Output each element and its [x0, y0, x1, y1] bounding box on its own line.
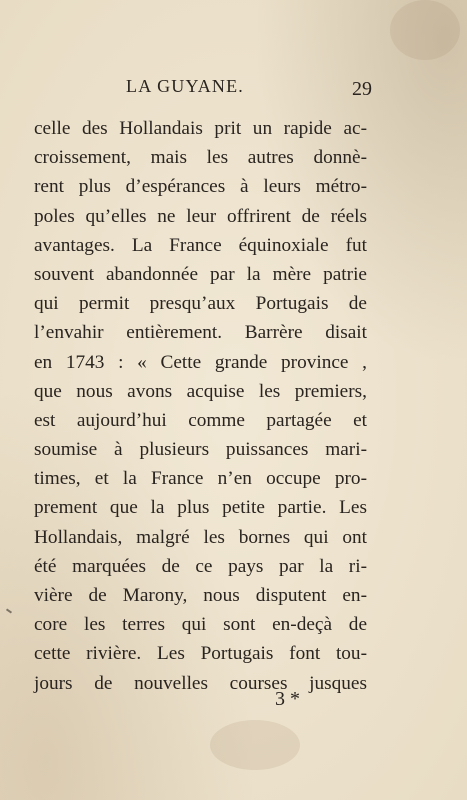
text-line: poles qu’elles ne leur offrirent de réels — [34, 205, 367, 227]
text-line: croissement, mais les autres donnè- — [34, 147, 367, 169]
running-title: LA GUYANE. — [126, 76, 244, 96]
paper-stain — [390, 0, 460, 60]
text-line: été marquées de ce pays par la ri- — [34, 555, 367, 577]
text-line: celle des Hollandais prit un rapide ac- — [34, 118, 367, 139]
page-header — [126, 76, 372, 102]
text-line: soumise à plusieurs puissances mari- — [34, 439, 367, 461]
text-line: en 1743 : « Cette grande province , — [34, 351, 367, 373]
text-line: qui permit presqu’aux Portugais de — [34, 293, 367, 315]
text-line: vière de Marony, nous disputent en- — [34, 585, 367, 606]
body-text — [34, 114, 367, 698]
text-line: avantages. La France équinoxiale fut — [34, 234, 367, 256]
text-line: cette rivière. Les Portugais font tou- — [34, 643, 367, 665]
text-line: souvent abandonnée par la mère patrie — [34, 263, 367, 285]
text-line: rent plus d’espérances à leurs métro- — [34, 176, 367, 198]
text-line: times, et la France n’en occupe pro- — [34, 468, 367, 490]
page-number: 29 — [352, 78, 372, 100]
margin-mark — [6, 608, 12, 613]
text-line: core les terres qui sont en-deçà de — [34, 614, 367, 636]
text-line: est aujourd’hui comme partagée et — [34, 409, 367, 431]
paper-stain — [210, 720, 300, 770]
signature-mark: 3 * — [275, 688, 300, 710]
text-line: l’envahir entièrement. Barrère disait — [34, 322, 367, 344]
text-line: jours de nouvelles courses jusques — [34, 672, 367, 694]
text-line: que nous avons acquise les premiers, — [34, 380, 367, 402]
text-line: prement que la plus petite partie. Les — [34, 497, 367, 519]
text-line: Hollandais, malgré les bornes qui ont — [34, 526, 367, 548]
